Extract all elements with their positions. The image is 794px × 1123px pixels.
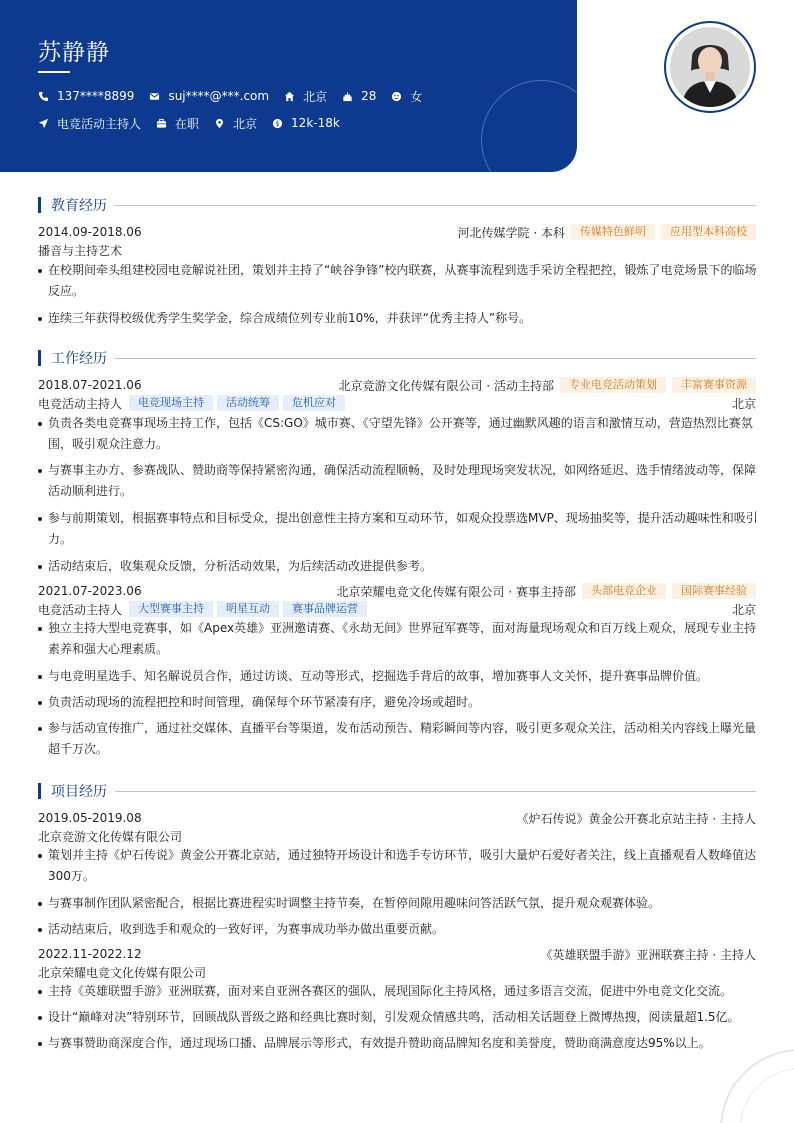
decorative-circle (481, 80, 577, 172)
skill-tag: 大型赛事主持 (129, 601, 213, 617)
project-header-row (38, 809, 756, 827)
avatar (664, 21, 756, 113)
gender-item (391, 88, 422, 104)
list-item: 活动结束后，收到选手和观众的一致好评，为赛事成功举办做出重要贡献。 (38, 919, 758, 940)
name-underline (38, 71, 70, 73)
project-title: 《炉石传说》黄金公开赛北京站主持 · 主持人 (516, 811, 756, 826)
location-pin-icon (214, 118, 225, 129)
project-org: 北京竞游文化传媒有限公司 (38, 829, 183, 844)
avatar-photo (670, 27, 750, 107)
list-item: 连续三年获得校级优秀学生奖学金，综合成绩位列专业前10%，并获评“优秀主持人”称号。 (38, 308, 758, 329)
skill-tag: 活动统筹 (217, 395, 279, 411)
target-job-item (38, 115, 141, 131)
contact-row (38, 88, 437, 104)
school-tag: 应用型本科高校 (661, 224, 756, 240)
section-heading: 项目经历 (51, 784, 107, 800)
section-title-projects (38, 782, 756, 800)
section-heading: 工作经历 (51, 351, 107, 367)
work-role: 电竞活动主持人 (38, 396, 123, 411)
section-heading: 教育经历 (51, 198, 107, 214)
cake-icon (342, 91, 353, 102)
work-city: 北京 (731, 396, 756, 411)
work-role: 电竞活动主持人 (38, 602, 123, 617)
svg-text:$: $ (275, 119, 280, 128)
status-text: 在职 (175, 116, 200, 131)
work-company: 北京竞游文化传媒有限公司 · 活动主持部 (338, 378, 554, 393)
company-tag: 头部电竞企业 (582, 583, 666, 599)
list-item: 主持《英雄联盟手游》亚洲联赛，面对来自亚洲各赛区的强队，展现国际化主持风格，通过多语言交流，促进中外电竞文化交流。 (38, 981, 758, 1002)
email-text: suj****@***.com (168, 89, 270, 103)
work-header-row (38, 376, 756, 394)
email-item (149, 88, 269, 104)
school-tag: 传媒特色鲜明 (571, 224, 655, 240)
work-role-row (38, 600, 756, 618)
section-divider (115, 791, 756, 792)
phone-item (38, 88, 134, 104)
project-date: 2022.11-2022.12 (38, 947, 142, 961)
list-item: 活动结束后，收集观众反馈，分析活动效果，为后续活动改进提供参考。 (38, 556, 758, 577)
project-header-row (38, 945, 756, 963)
section-bar (38, 197, 41, 213)
salary-text: 12k-18k (291, 116, 340, 130)
age-text: 28 (361, 89, 377, 103)
phone-text: 137****8899 (57, 89, 135, 103)
list-item: 负责各类电竞赛事现场主持工作，包括《CS:GO》城市赛、《守望先锋》公开赛等，通过幽默风趣的语言和激情互动，营造热烈比赛氛围，吸引观众注意力。 (38, 413, 758, 455)
section-bar (38, 350, 41, 366)
target-city-text: 北京 (233, 116, 258, 131)
list-item: 在校期间牵头组建校园电竞解说社团，策划并主持了“峡谷争锋”校内联赛，从赛事流程到选手采访全程把控，锻炼了电竞场景下的临场反应。 (38, 260, 758, 302)
send-icon (38, 118, 49, 129)
target-city-item (214, 115, 257, 131)
project-org-row (38, 963, 756, 981)
briefcase-icon (156, 118, 167, 129)
project-date: 2019.05-2019.08 (38, 811, 142, 825)
gender-icon (391, 91, 402, 102)
work-role-row (38, 394, 756, 412)
company-tag: 国际赛事经验 (672, 583, 756, 599)
candidate-name: 苏静静 (38, 40, 110, 66)
work-date: 2021.07-2023.06 (38, 584, 142, 598)
list-item: 与赛事制作团队紧密配合，根据比赛进程实时调整主持节奏，在暂停间隙用趣味问答活跃气氛，提升观众观赛体验。 (38, 893, 758, 914)
skill-tag: 赛事品牌运营 (283, 601, 367, 617)
header-banner (0, 0, 577, 172)
city-item (284, 88, 327, 104)
project-title: 《英雄联盟手游》亚洲联赛主持 · 主持人 (540, 947, 756, 962)
target-job-text: 电竞活动主持人 (57, 116, 142, 131)
list-item: 参与活动宣传推广，通过社交媒体、直播平台等渠道，发布活动预告、精彩瞬间等内容，吸引更多观众关注，活动相关内容线上曝光量超千万次。 (38, 718, 758, 760)
section-divider (115, 205, 756, 206)
list-item: 负责活动现场的流程把控和时间管理，确保每个环节紧凑有序，避免冷场或超时。 (38, 692, 758, 713)
education-major: 播音与主持艺术 (38, 243, 123, 258)
education-date: 2014.09-2018.06 (38, 225, 142, 239)
section-title-work (38, 349, 756, 367)
project-org-row (38, 827, 756, 845)
education-header-row (38, 223, 756, 241)
city-text: 北京 (303, 89, 328, 104)
skill-tag: 明星互动 (217, 601, 279, 617)
job-intent-row (38, 115, 355, 131)
education-school: 河北传媒学院 · 本科 (457, 225, 565, 240)
company-tag: 专业电竞活动策划 (560, 377, 666, 393)
phone-icon (38, 91, 49, 102)
gender-text: 女 (410, 89, 423, 104)
list-item: 策划并主持《炉石传说》黄金公开赛北京站，通过独特开场设计和选手专访环节，吸引大量炉石爱好者关注，线上直播观看人数峰值达300万。 (38, 845, 758, 887)
list-item: 设计“巅峰对决”特别环节，回顾战队晋级之路和经典比赛时刻，引发观众情感共鸣，活动相关话题登上微博热搜，阅读量超1.5亿。 (38, 1007, 758, 1028)
list-item: 与电竞明星选手、知名解说员合作，通过访谈、互动等形式，挖掘选手背后的故事，增加赛事人文关怀，提升赛事品牌价值。 (38, 666, 758, 687)
home-icon (284, 91, 295, 102)
work-company: 北京荣耀电竞文化传媒有限公司 · 赛事主持部 (336, 584, 576, 599)
list-item: 与赛事赞助商深度合作，通过现场口播、品牌展示等形式，有效提升赞助商品牌知名度和美誉度，赞助商满意度达95%以上。 (38, 1033, 758, 1054)
age-item (342, 88, 376, 104)
salary-item (272, 115, 340, 131)
education-major-row (38, 241, 756, 259)
section-divider (115, 358, 756, 359)
mail-icon (149, 91, 160, 102)
work-date: 2018.07-2021.06 (38, 378, 142, 392)
skill-tag: 电竞现场主持 (129, 395, 213, 411)
project-org: 北京荣耀电竞文化传媒有限公司 (38, 965, 207, 980)
section-title-education (38, 196, 756, 214)
money-icon (272, 118, 283, 129)
list-item: 与赛事主办方、参赛战队、赞助商等保持紧密沟通，确保活动流程顺畅，及时处理现场突发状况，如网络延迟、选手情绪波动等，保障活动顺利进行。 (38, 460, 758, 502)
work-header-row (38, 582, 756, 600)
section-bar (38, 783, 41, 799)
list-item: 参与前期策划，根据赛事特点和目标受众，提出创意性主持方案和互动环节，如观众投票选MVP、现场抽奖等，提升活动趣味性和吸引力。 (38, 508, 758, 550)
list-item: 独立主持大型电竞赛事，如《Apex英雄》亚洲邀请赛、《永劫无间》世界冠军赛等，面对海量现场观众和百万线上观众，展现专业主持素养和强大心理素质。 (38, 618, 758, 660)
company-tag: 丰富赛事资源 (672, 377, 756, 393)
work-city: 北京 (731, 602, 756, 617)
status-item (156, 115, 199, 131)
skill-tag: 危机应对 (283, 395, 345, 411)
